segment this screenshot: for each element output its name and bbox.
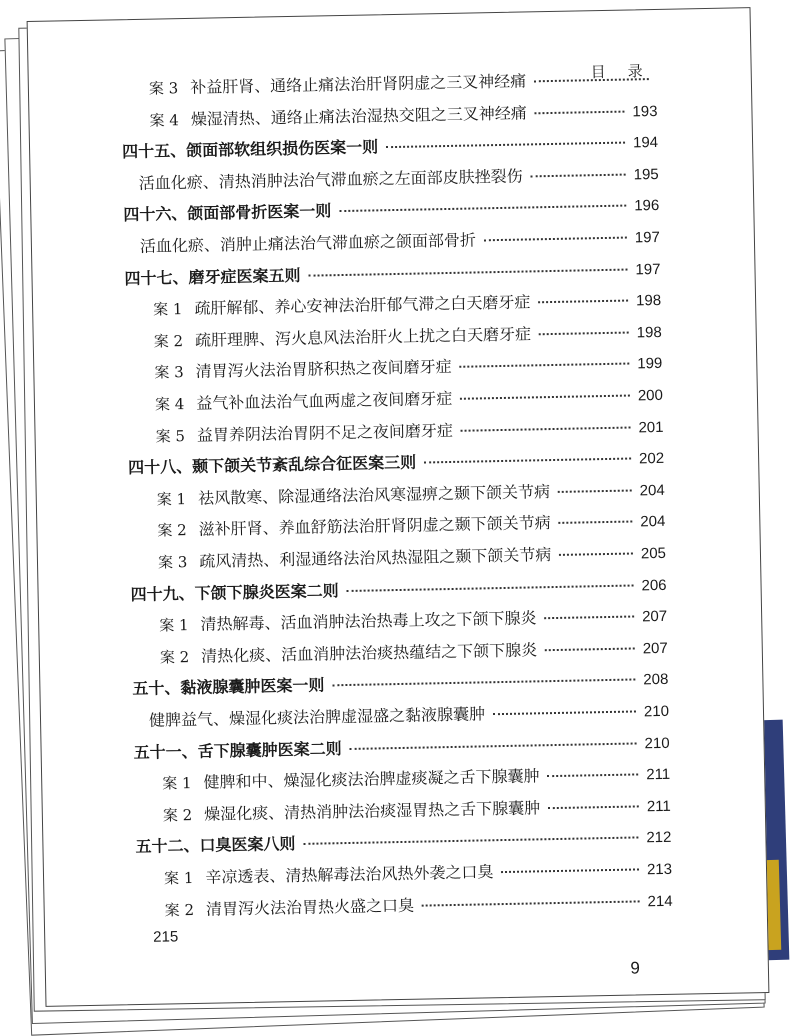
case-label: 案 1 bbox=[156, 489, 187, 509]
case-label: 案 2 bbox=[153, 331, 184, 351]
toc-entry-row bbox=[140, 224, 660, 258]
entry-title: 四十七、磨牙症医案五则 bbox=[124, 265, 301, 288]
toc-entry-row bbox=[149, 698, 669, 732]
page-ref: 198 bbox=[635, 292, 662, 310]
dot-leader bbox=[332, 679, 635, 687]
entry-title: 活血化瘀、消肿止痛法治气滞血瘀之颌面部骨折 bbox=[139, 230, 477, 256]
entry-title: 活血化瘀、清热消肿法治气滞血瘀之左面部皮肤挫裂伤 bbox=[138, 166, 523, 193]
page-ref: 212 bbox=[646, 829, 672, 847]
toc-section-row bbox=[132, 666, 668, 700]
toc-section-row bbox=[130, 571, 666, 605]
entry-title: 清热化痰、活血消肿法治痰热蕴结之下颌下腺炎 bbox=[200, 640, 538, 666]
case-label: 案 2 bbox=[159, 647, 190, 667]
toc-entry-row bbox=[164, 856, 672, 890]
case-label: 案 2 bbox=[157, 521, 187, 541]
toc-section-row bbox=[124, 256, 660, 290]
dot-leader bbox=[386, 142, 625, 149]
page-ref: 208 bbox=[643, 671, 669, 689]
page-ref: 211 bbox=[646, 797, 671, 816]
dot-leader bbox=[460, 395, 630, 400]
toc-entry-row bbox=[149, 66, 657, 100]
entry-title: 燥湿化痰、清热消肿法治痰湿胃热之舌下腺囊肿 bbox=[203, 798, 541, 824]
page-ref: 197 bbox=[635, 260, 661, 278]
entry-title: 清热解毒、活血消肿法治热毒上攻之下颌下腺炎 bbox=[200, 608, 537, 634]
entry-title: 补益肝肾、通络止痛法治肝肾阴虚之三叉神经痛 bbox=[190, 71, 527, 97]
toc-page bbox=[27, 7, 770, 1007]
entry-title: 清胃泻火法治胃脐积热之夜间磨牙症 bbox=[195, 357, 452, 382]
toc-entry-row bbox=[158, 540, 666, 574]
toc-entry-row bbox=[157, 477, 665, 511]
page-ref: 199 bbox=[637, 355, 663, 373]
page-ref: 215 bbox=[153, 928, 179, 946]
toc-entry-row bbox=[164, 887, 672, 921]
case-label: 案 5 bbox=[155, 426, 186, 446]
page-ref: 210 bbox=[643, 702, 670, 721]
case-label: 案 1 bbox=[162, 774, 192, 793]
dot-leader bbox=[531, 173, 626, 177]
entry-title: 四十八、颞下颌关节紊乱综合征医案三则 bbox=[128, 452, 417, 478]
dot-leader bbox=[350, 742, 637, 750]
entry-title: 四十五、颌面部软组织损伤医案一则 bbox=[121, 137, 379, 162]
toc-entry-row bbox=[159, 603, 667, 637]
page-ref: 207 bbox=[642, 639, 668, 658]
dot-leader bbox=[559, 552, 633, 555]
dot-leader bbox=[339, 205, 626, 213]
toc-entry-row bbox=[138, 161, 658, 195]
page-ref: 206 bbox=[641, 576, 667, 594]
case-label: 案 2 bbox=[164, 900, 195, 920]
page-ref: 201 bbox=[638, 418, 664, 436]
entry-title: 四十九、下颌下腺炎医案二则 bbox=[130, 580, 339, 604]
toc-entry-row bbox=[162, 761, 670, 795]
page-ref: 205 bbox=[640, 544, 667, 563]
entry-title: 五十一、舌下腺囊肿医案二则 bbox=[133, 738, 342, 762]
page-ref: 195 bbox=[633, 165, 659, 184]
dot-leader bbox=[559, 521, 633, 524]
dot-leader bbox=[538, 300, 628, 304]
dot-leader bbox=[548, 774, 639, 778]
toc-entry-row bbox=[163, 793, 671, 827]
dot-leader bbox=[534, 78, 649, 82]
page-header: 目录 bbox=[590, 61, 665, 82]
toc-entry-row bbox=[153, 919, 673, 953]
dot-leader bbox=[424, 458, 631, 464]
case-label: 案 1 bbox=[159, 616, 189, 635]
toc-entry-row bbox=[154, 319, 662, 353]
entry-title: 疏风清热、利湿通络法治风热湿阻之颞下颌关节病 bbox=[199, 545, 552, 571]
entry-title: 滋补肝肾、养血舒筋法治肝肾阴虚之颞下颌关节病 bbox=[198, 513, 551, 540]
page-ref: 214 bbox=[647, 892, 673, 910]
entry-title: 五十、黏液腺囊肿医案一则 bbox=[132, 675, 325, 699]
page-ref: 198 bbox=[636, 323, 662, 342]
toc-entry-row bbox=[157, 508, 665, 542]
dot-leader bbox=[347, 584, 634, 592]
toc-section-row bbox=[133, 729, 669, 763]
entry-title: 燥湿清热、通络止痛法治湿热交阻之三叉神经痛 bbox=[190, 103, 527, 129]
toc-entry-row bbox=[149, 98, 657, 132]
entry-title: 辛凉透表、清热解毒法治风热外袭之口臭 bbox=[205, 862, 494, 887]
toc-entry-row bbox=[154, 350, 662, 384]
entry-title: 益胃养阴法治胃阴不足之夜间磨牙症 bbox=[196, 420, 454, 445]
toc-section-row bbox=[135, 824, 671, 858]
entry-title: 益气补血法治气血两虚之夜间磨牙症 bbox=[196, 388, 453, 413]
toc-section-row bbox=[123, 192, 659, 226]
entry-title: 祛风散寒、除湿通络法治风寒湿痹之颞下颌关节病 bbox=[197, 481, 551, 508]
page-ref: 213 bbox=[646, 860, 673, 879]
entry-title: 五十二、口臭医案八则 bbox=[135, 834, 296, 857]
case-label: 案 3 bbox=[157, 553, 188, 572]
entry-title: 清胃泻火法治胃热火盛之口臭 bbox=[205, 895, 415, 919]
page-ref: 200 bbox=[637, 386, 664, 405]
dot-leader bbox=[558, 489, 632, 492]
dot-leader bbox=[544, 616, 634, 620]
toc-entry-row bbox=[160, 635, 668, 669]
page-ref: 210 bbox=[644, 734, 670, 752]
dot-leader bbox=[501, 868, 639, 873]
page-ref: 197 bbox=[634, 228, 661, 247]
toc-entry-row bbox=[153, 287, 661, 321]
page-ref: 196 bbox=[634, 197, 660, 215]
case-label: 案 1 bbox=[163, 868, 194, 888]
page-ref: 194 bbox=[632, 134, 659, 152]
dot-leader bbox=[422, 900, 640, 906]
toc-section-row bbox=[128, 445, 664, 479]
case-label: 案 3 bbox=[148, 79, 179, 98]
dot-leader bbox=[460, 363, 630, 368]
page-ref: 193 bbox=[632, 102, 658, 121]
case-label: 案 4 bbox=[149, 110, 180, 130]
page-number: 9 bbox=[630, 958, 641, 978]
case-label: 案 2 bbox=[162, 805, 193, 825]
page-ref: 207 bbox=[641, 608, 668, 626]
dot-leader bbox=[548, 805, 639, 809]
entry-title: 健脾和中、燥湿化痰法治脾虚痰凝之舌下腺囊肿 bbox=[203, 766, 540, 792]
page-ref: 202 bbox=[638, 450, 665, 468]
dot-leader bbox=[309, 268, 628, 276]
dot-leader bbox=[461, 426, 631, 431]
dot-leader bbox=[539, 331, 629, 335]
entry-title: 疏肝解郁、养心安神法治肝郁气滞之白天磨牙症 bbox=[194, 292, 531, 319]
toc-entry-row bbox=[155, 413, 663, 447]
entry-title: 健脾益气、燥湿化痰法治脾虚湿盛之黏液腺囊肿 bbox=[148, 704, 486, 730]
page-ref: 204 bbox=[639, 481, 665, 500]
case-label: 案 4 bbox=[154, 395, 185, 414]
page-ref: 204 bbox=[640, 513, 666, 531]
case-label: 案 3 bbox=[154, 363, 184, 383]
dot-leader bbox=[493, 710, 636, 715]
dot-leader bbox=[303, 837, 638, 845]
dot-leader bbox=[545, 647, 635, 651]
page-ref: 211 bbox=[646, 766, 671, 784]
dot-leader bbox=[535, 110, 625, 114]
entry-title: 疏肝理脾、泻火息风法治肝火上扰之白天磨牙症 bbox=[194, 324, 532, 350]
entry-title: 四十六、颌面部骨折医案一则 bbox=[123, 201, 332, 225]
dot-leader bbox=[484, 237, 627, 242]
case-label: 案 1 bbox=[152, 300, 183, 319]
toc-entry-row bbox=[155, 382, 663, 416]
toc-section-row bbox=[122, 129, 658, 163]
